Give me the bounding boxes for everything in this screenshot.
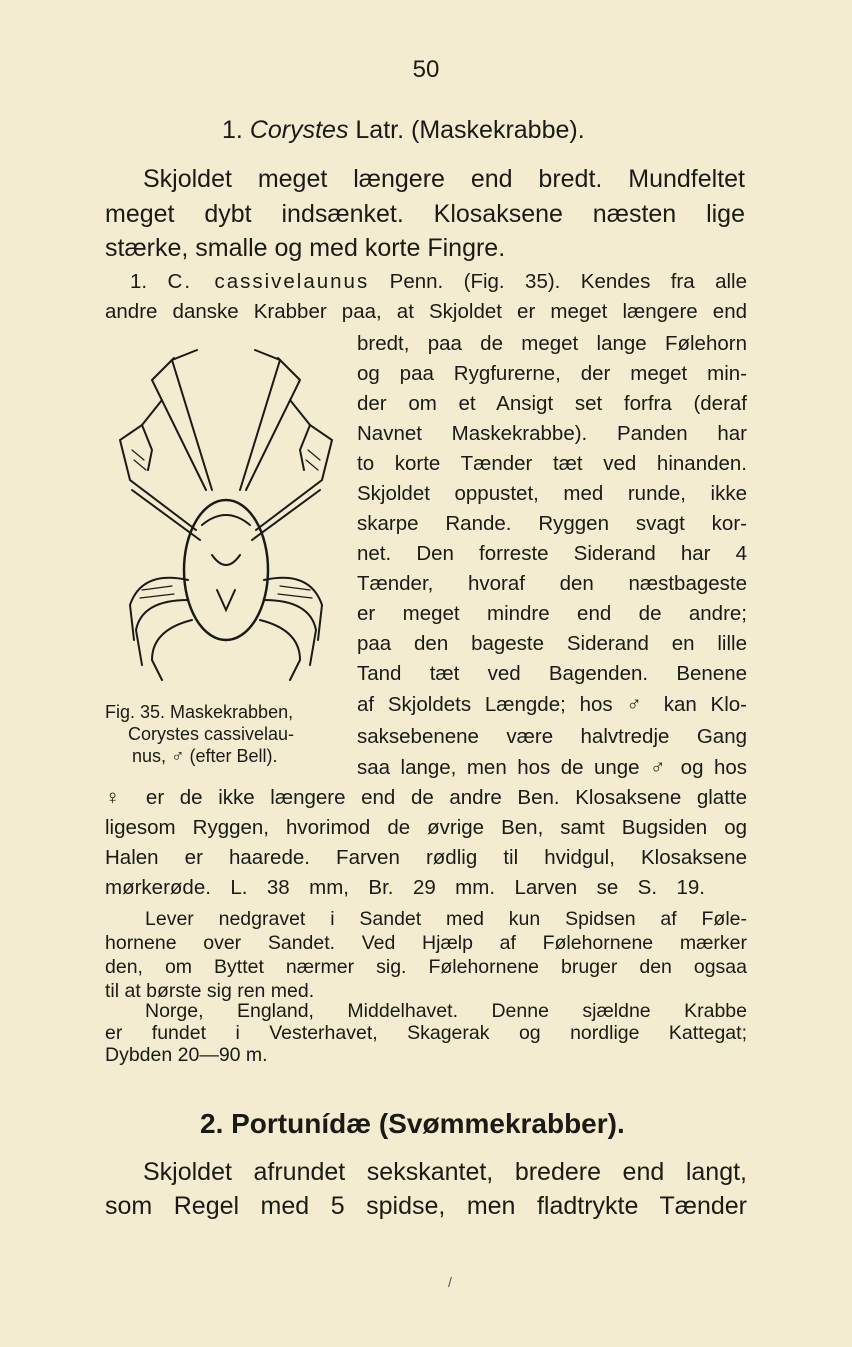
crab-illustration: [112, 340, 340, 690]
text-line: Skjoldet oppustet, med runde, ikke: [357, 482, 747, 505]
text-line: ligesom Ryggen, hvorimod de øvrige Ben, samt Bugsiden og: [105, 816, 747, 839]
text-line: mørkerøde. L. 38 mm, Br. 29 mm. Larven se S. 19.: [105, 876, 705, 899]
text-line: som Regel med 5 spidse, men fladtrykte Tænder: [105, 1192, 747, 1220]
text-line: Navnet Maskekrabbe). Panden har: [357, 422, 747, 445]
text-line: Halen er haarede. Farven rødlig til hvidgul, Klosaksene: [105, 846, 747, 869]
text-line: bredt, paa de meget lange Følehorn: [357, 332, 747, 355]
text-line: andre danske Krabber paa, at Skjoldet er meget længere end: [105, 300, 747, 323]
text-line: skarpe Rande. Ryggen svagt kor-: [357, 512, 747, 535]
text-line: er fundet i Vesterhavet, Skagerak og nordlige Kattegat;: [105, 1022, 747, 1044]
page-number: 50: [412, 56, 440, 83]
text-line: ♀ er de ikke længere end de andre Ben. Klosaksene glatte: [105, 786, 747, 809]
heading-rest: Latr. (Maskekrabbe).: [355, 116, 585, 144]
species-name: C. cassivelaunus: [167, 270, 370, 293]
page-mark: /: [448, 1274, 452, 1290]
text-line: af Skjoldets Længde; hos ♂ kan Klo-: [357, 693, 747, 716]
species-first-line: [130, 270, 747, 294]
text-line: stærke, smalle og med korte Fingre.: [105, 234, 506, 262]
text-line: Norge, England, Middelhavet. Denne sjældne Krabbe: [145, 1000, 747, 1022]
text-line: saa lange, men hos de unge ♂ og hos: [357, 756, 747, 779]
genus-heading: [222, 116, 585, 145]
text-line: der om et Ansigt set forfra (deraf: [357, 392, 747, 415]
text-line: meget dybt indsænket. Klosaksene næsten lige: [105, 200, 745, 228]
heading-number: 1.: [222, 116, 243, 144]
text-line: net. Den forreste Siderand har 4: [357, 542, 747, 565]
section-heading: 2. Portunídæ (Svømmekrabber).: [200, 1108, 625, 1139]
caption-line: Fig. 35. Maskekrabben,: [105, 702, 294, 722]
text-line: Dybden 20—90 m.: [105, 1044, 268, 1066]
caption-line: nus, ♂ (efter Bell).: [132, 746, 278, 766]
text-line: og paa Rygfurerne, der meget min-: [357, 362, 747, 385]
text-line: den, om Byttet nærmer sig. Følehornene bruger den ogsaa: [105, 956, 747, 978]
text-line: til at børste sig ren med.: [105, 980, 315, 1002]
text-line: Tand tæt ved Bagenden. Benene: [357, 662, 747, 685]
species-text: Penn. (Fig. 35). Kendes fra alle: [389, 270, 747, 293]
text-line: paa den bageste Siderand en lille: [357, 632, 747, 655]
species-number: 1.: [130, 270, 148, 293]
caption-line: Corystes cassivelau-: [128, 724, 295, 744]
text-line: to korte Tænder tæt ved hinanden.: [357, 452, 747, 475]
text-line: Skjoldet meget længere end bredt. Mundfeltet: [143, 165, 745, 193]
text-line: er meget mindre end de andre;: [357, 602, 747, 625]
text-line: saksebenene være halvtredje Gang: [357, 725, 747, 748]
heading-genus: Corystes: [249, 116, 349, 144]
text-line: Skjoldet afrundet sekskantet, bredere end langt,: [143, 1158, 747, 1186]
text-line: hornene over Sandet. Ved Hjælp af Følehornene mærker: [105, 932, 747, 954]
text-line: Lever nedgravet i Sandet med kun Spidsen af Føle-: [145, 908, 747, 930]
text-line: Tænder, hvoraf den næstbageste: [357, 572, 747, 595]
